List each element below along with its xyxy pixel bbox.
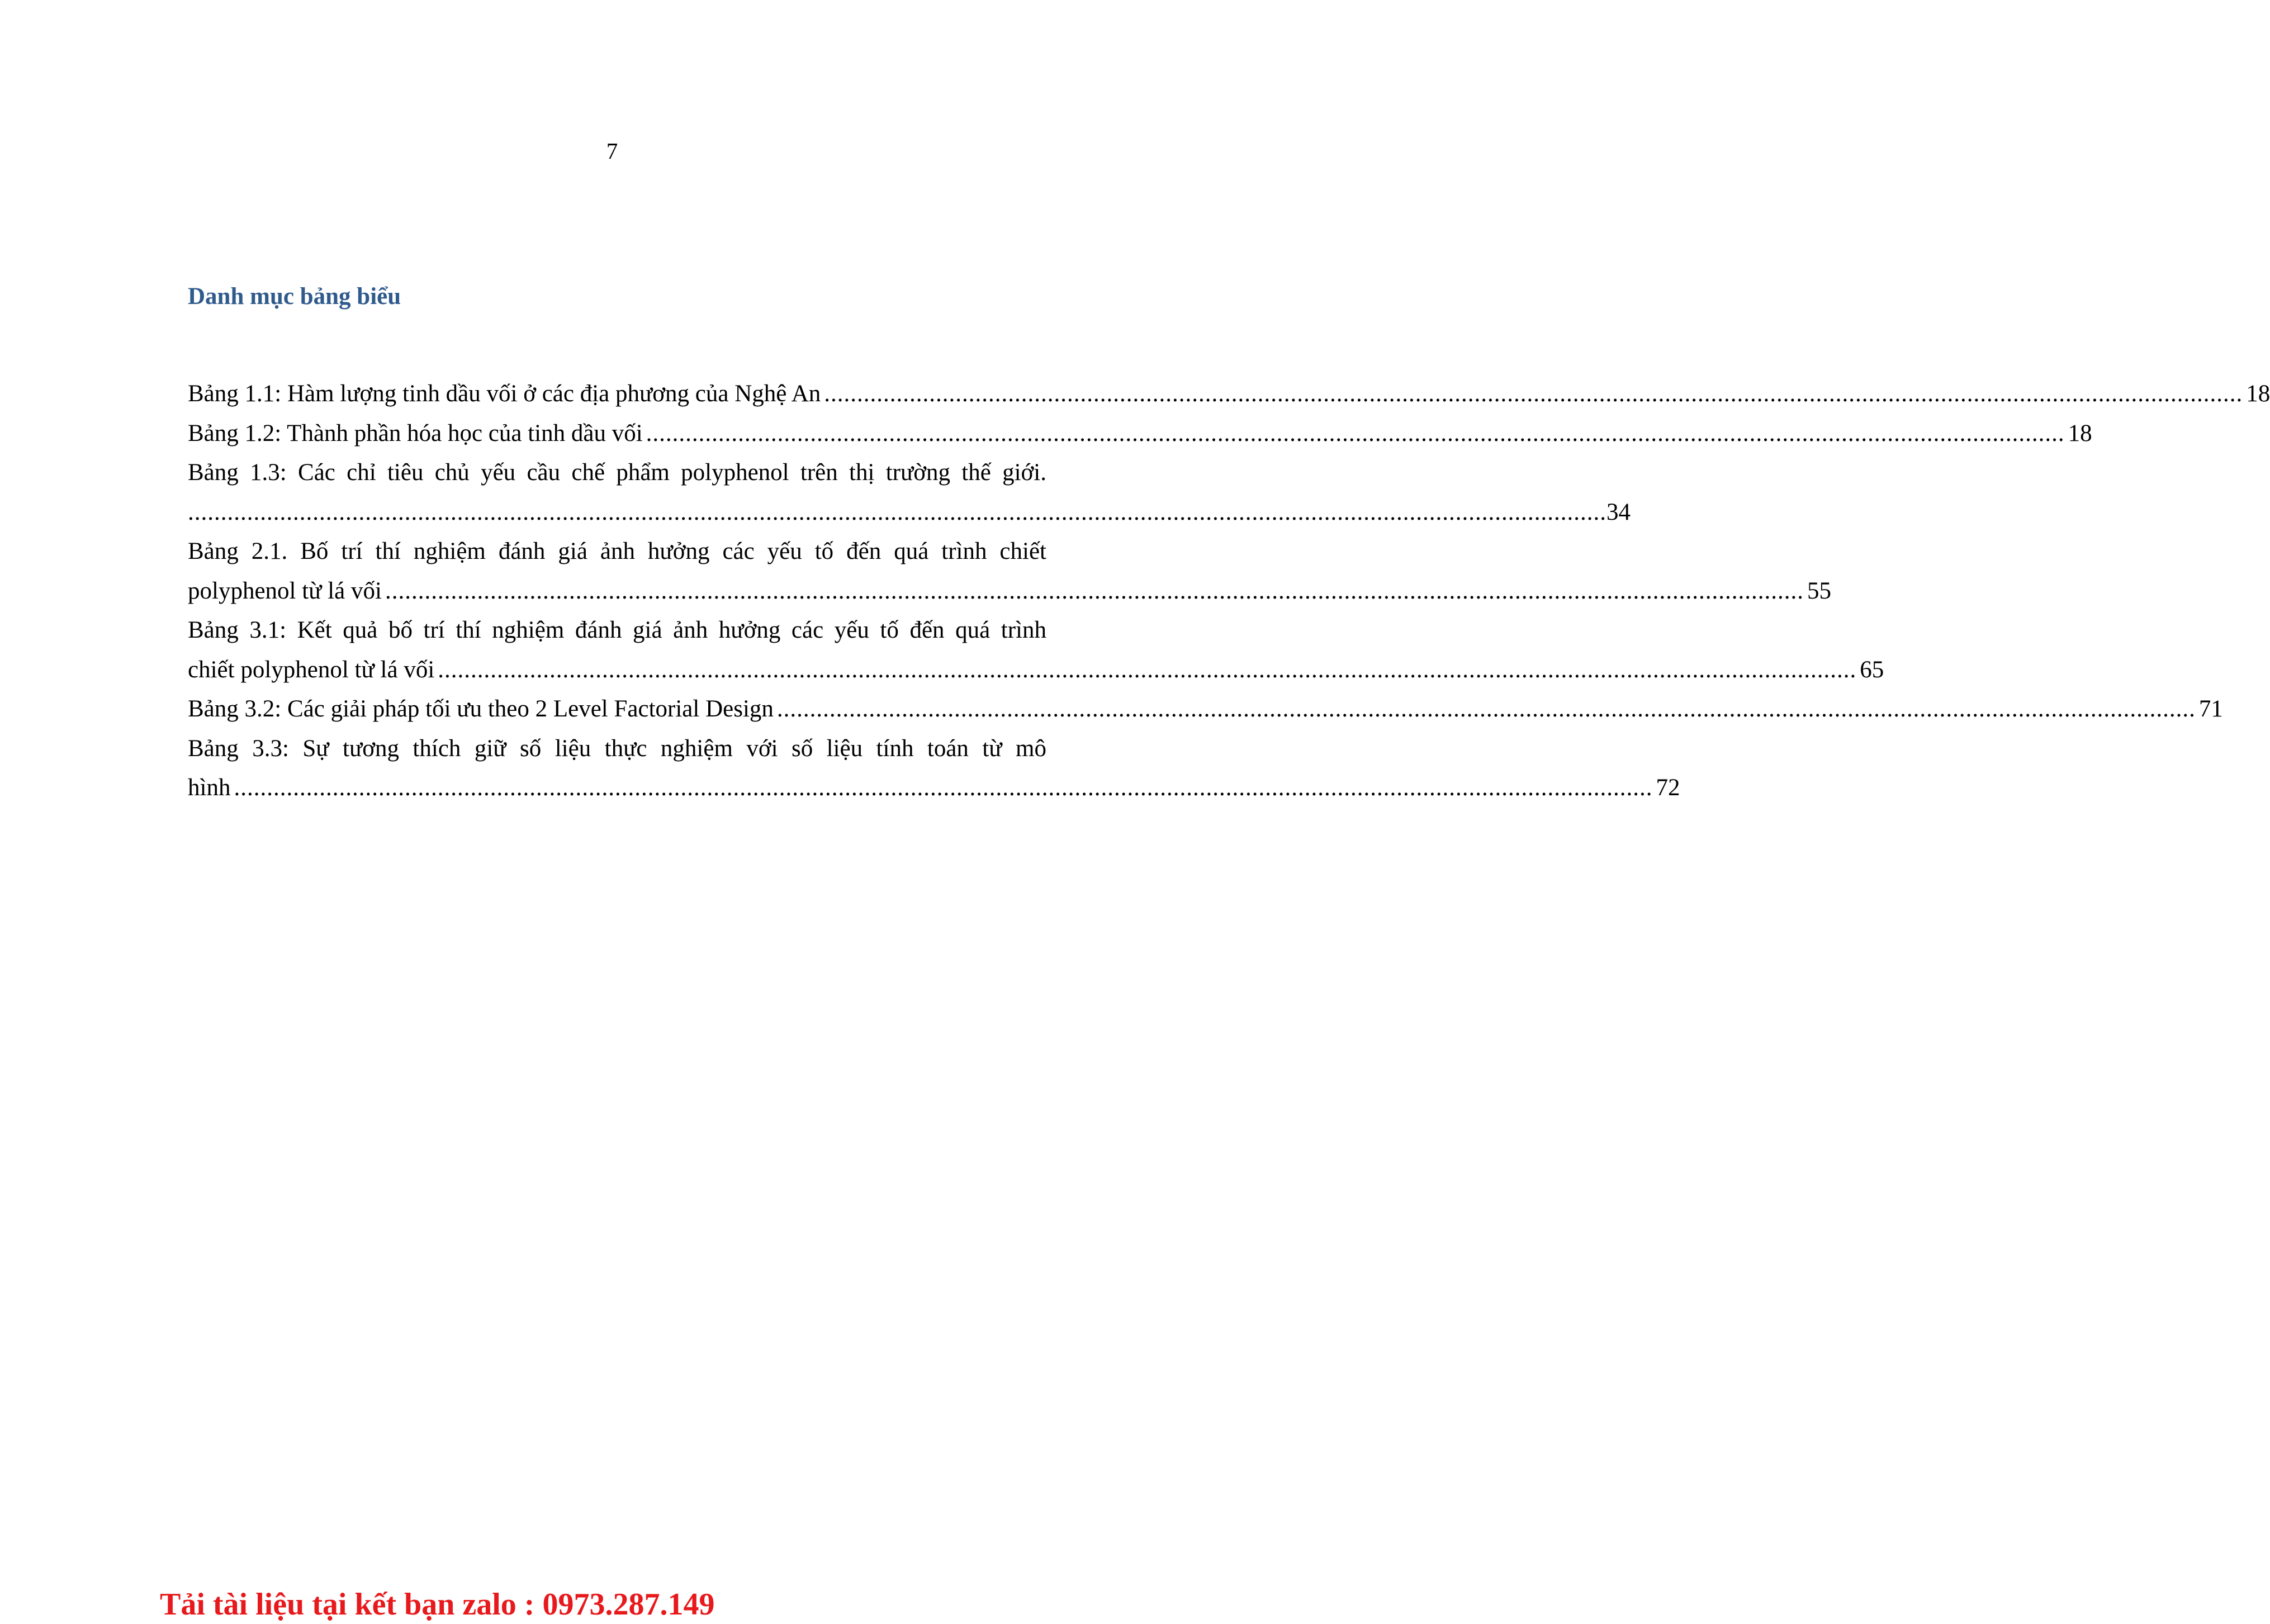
toc-entry[interactable]: [188, 611, 1884, 690]
toc-entry-title-line-1: Bảng 3.3: Sự tương thích giữ số liệu thực nghiệm với số liệu tính toán từ mô: [188, 735, 1046, 762]
dot-leader: ........................................................................................................................................................................................................................: [646, 420, 2065, 447]
toc-entry[interactable]: [188, 729, 1680, 808]
toc-entry-page: 71: [2198, 696, 2223, 722]
dot-leader: ........................................................................................................................................................................................................................: [188, 498, 1606, 525]
toc-entry[interactable]: [188, 414, 2092, 454]
dot-leader: ........................................................................................................................................................................................................................: [234, 775, 1653, 801]
toc-entry-page: 18: [2068, 420, 2092, 447]
toc-entry-page: 18: [2246, 381, 2270, 407]
toc-entry-title-line-1: Bảng 2.1. Bố trí thí nghiệm đánh giá ảnh hưởng các yếu tố đến quá trình chiết: [188, 538, 1046, 564]
page-number: 7: [606, 138, 618, 164]
toc-entry-page: 34: [1606, 498, 1631, 525]
toc-entry-title: Bảng 1.3: Các chỉ tiêu chủ yếu cầu chế phẩm polyphenol trên thị trường thế giới.: [188, 459, 1046, 486]
toc-entry[interactable]: [188, 453, 1631, 532]
toc-entry-title-line-2: chiết polyphenol từ lá vối: [188, 656, 435, 683]
dot-leader: ........................................................................................................................................................................................................................: [824, 381, 2243, 407]
toc-entry[interactable]: [188, 690, 2223, 729]
toc-entry-title-line-2: polyphenol từ lá vối: [188, 577, 382, 604]
toc-entry-page: 72: [1656, 775, 1680, 801]
toc-entry-page: 65: [1860, 656, 1884, 683]
table-of-tables: [188, 374, 2270, 808]
toc-entry[interactable]: [188, 532, 1831, 611]
dot-leader: ........................................................................................................................................................................................................................: [385, 577, 1804, 604]
dot-leader: ........................................................................................................................................................................................................................: [776, 696, 2196, 722]
toc-entry-page: 55: [1807, 577, 1831, 604]
toc-entry-title: Bảng 1.1: Hàm lượng tinh dầu vối ở các địa phương của Nghệ An: [188, 381, 821, 407]
toc-entry-title: Bảng 3.2: Các giải pháp tối ưu theo 2 Level Factorial Design: [188, 696, 774, 722]
toc-entry-title-line-2: hình: [188, 775, 231, 801]
section-heading: Danh mục bảng biểu: [188, 283, 401, 310]
toc-entry-title-line-1: Bảng 3.1: Kết quả bố trí thí nghiệm đánh giá ảnh hưởng các yếu tố đến quá trình: [188, 617, 1046, 643]
download-banner[interactable]: Tải tài liệu tại kết bạn zalo : 0973.287.149: [160, 1587, 715, 1622]
dot-leader: ........................................................................................................................................................................................................................: [438, 656, 1857, 683]
toc-entry-title: Bảng 1.2: Thành phần hóa học của tinh dầu vối: [188, 420, 643, 447]
toc-entry[interactable]: [188, 374, 2270, 414]
